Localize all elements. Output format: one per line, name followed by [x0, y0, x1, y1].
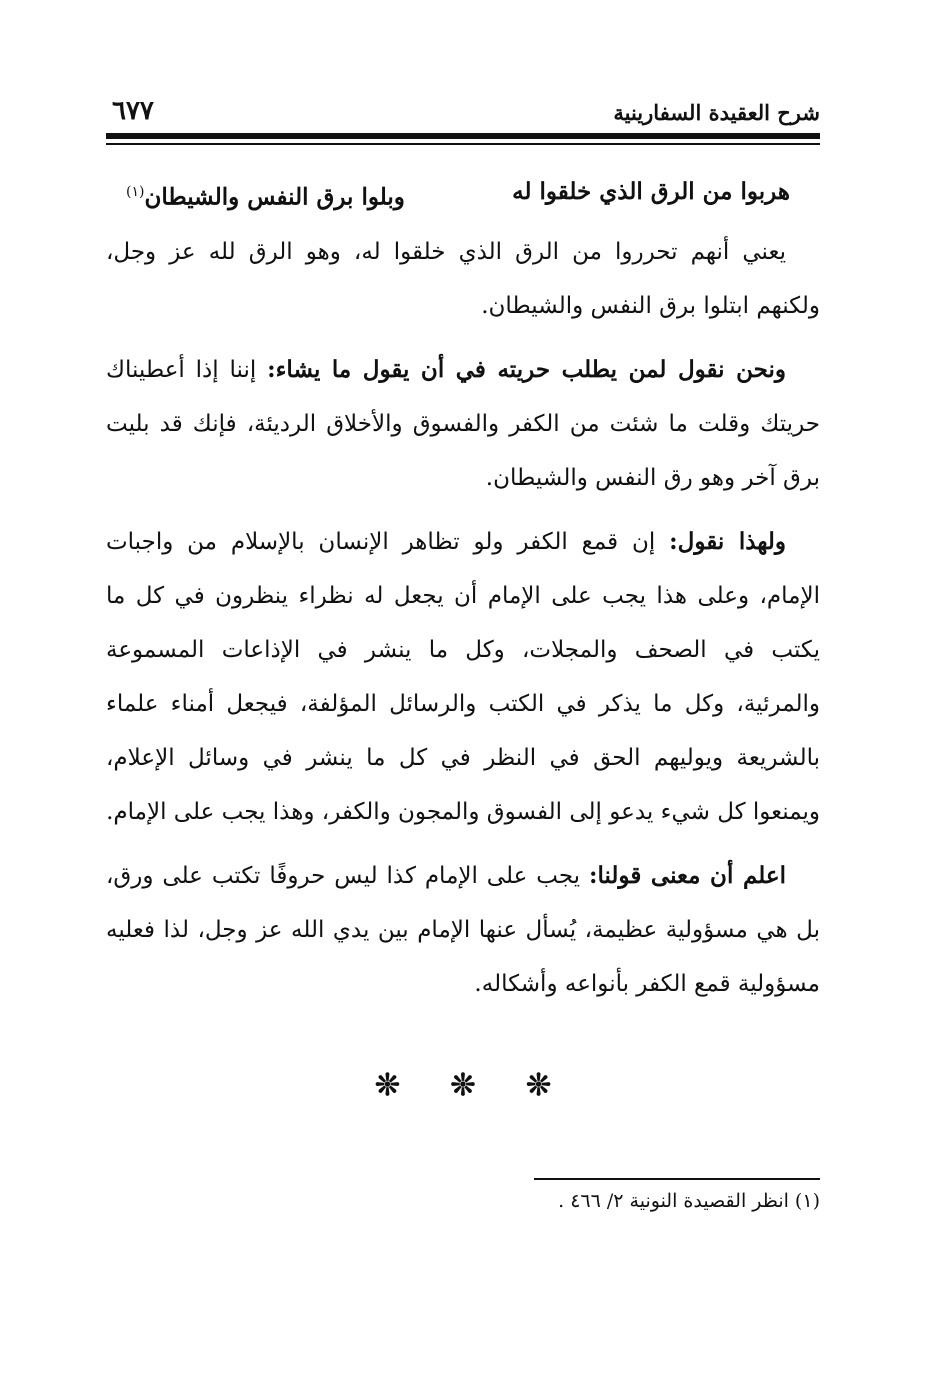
header-rule-thin — [106, 143, 820, 145]
verse-second-hemistich — [126, 165, 405, 225]
footnote-rule — [534, 1178, 820, 1180]
footnote: (١) انظر القصيدة النونية ٢/ ٤٦٦ . — [558, 1190, 820, 1212]
verse-second-text: وبلوا برق النفس والشيطان — [144, 183, 405, 211]
paragraph-2 — [106, 343, 820, 505]
paragraph-3-lead: ولهذا نقول: — [669, 527, 786, 555]
verse-first-hemistich: هربوا من الرق الذي خلقوا له — [512, 178, 790, 205]
header-rule-thick — [106, 133, 820, 139]
paragraph-3 — [106, 515, 820, 839]
page-header — [106, 96, 820, 130]
paragraph-2-lead: ونحن نقول لمن يطلب حريته في أن يقول ما يشاء: — [267, 355, 786, 383]
page-number: ٦٧٧ — [112, 96, 154, 126]
running-title: شرح العقيدة السفارينية — [613, 100, 820, 125]
paragraph-2-text: إننا إذا أعطيناك حريتك وقلت ما شئت من الكفر والفسوق والأخلاق الرديئة، فإنك قد بليت برق آخر وهو رق النفس والشيطان. — [106, 356, 820, 491]
poetry-verse — [106, 165, 820, 225]
paragraph-4-text: يجب على الإمام كذا ليس حروفًا تكتب على ورق، بل هي مسؤولية عظيمة، يُسأل عنها الإمام بين يدي الله عز وجل، لذا فعليه مسؤولية قمع الكفر بأنواعه وأشكاله. — [106, 862, 820, 997]
paragraph-4 — [106, 849, 820, 1011]
paragraph-1-text: يعني أنهم تحرروا من الرق الذي خلقوا له، وهو الرق لله عز وجل، ولكنهم ابتلوا برق النفس والشيطان. — [106, 238, 820, 319]
paragraph-1 — [106, 225, 820, 333]
paragraph-4-lead: اعلم أن معنى قولنا: — [588, 861, 786, 889]
footnote-marker[interactable]: (١) — [126, 184, 145, 200]
page-body — [106, 165, 820, 1021]
section-separator: ❊ ❊ ❊ — [374, 1068, 572, 1103]
paragraph-3-text: إن قمع الكفر ولو تظاهر الإنسان بالإسلام من واجبات الإمام، وعلى هذا يجب على الإمام أن يجعل له نظراء ينظرون في كل ما يكتب في الصحف والمجلات، وكل ما ينشر في الإذاعات المسموعة والمرئية، وكل ما يذكر في الكتب والرسائل المؤلفة، فيجعل أمناء علماء بالشريعة ويوليهم الحق في النظر في كل ما ينشر في وسائل الإعلام، ويمنعوا كل شيء يدعو إلى الفسوق والمجون والكفر، وهذا يجب على الإمام. — [106, 528, 821, 825]
